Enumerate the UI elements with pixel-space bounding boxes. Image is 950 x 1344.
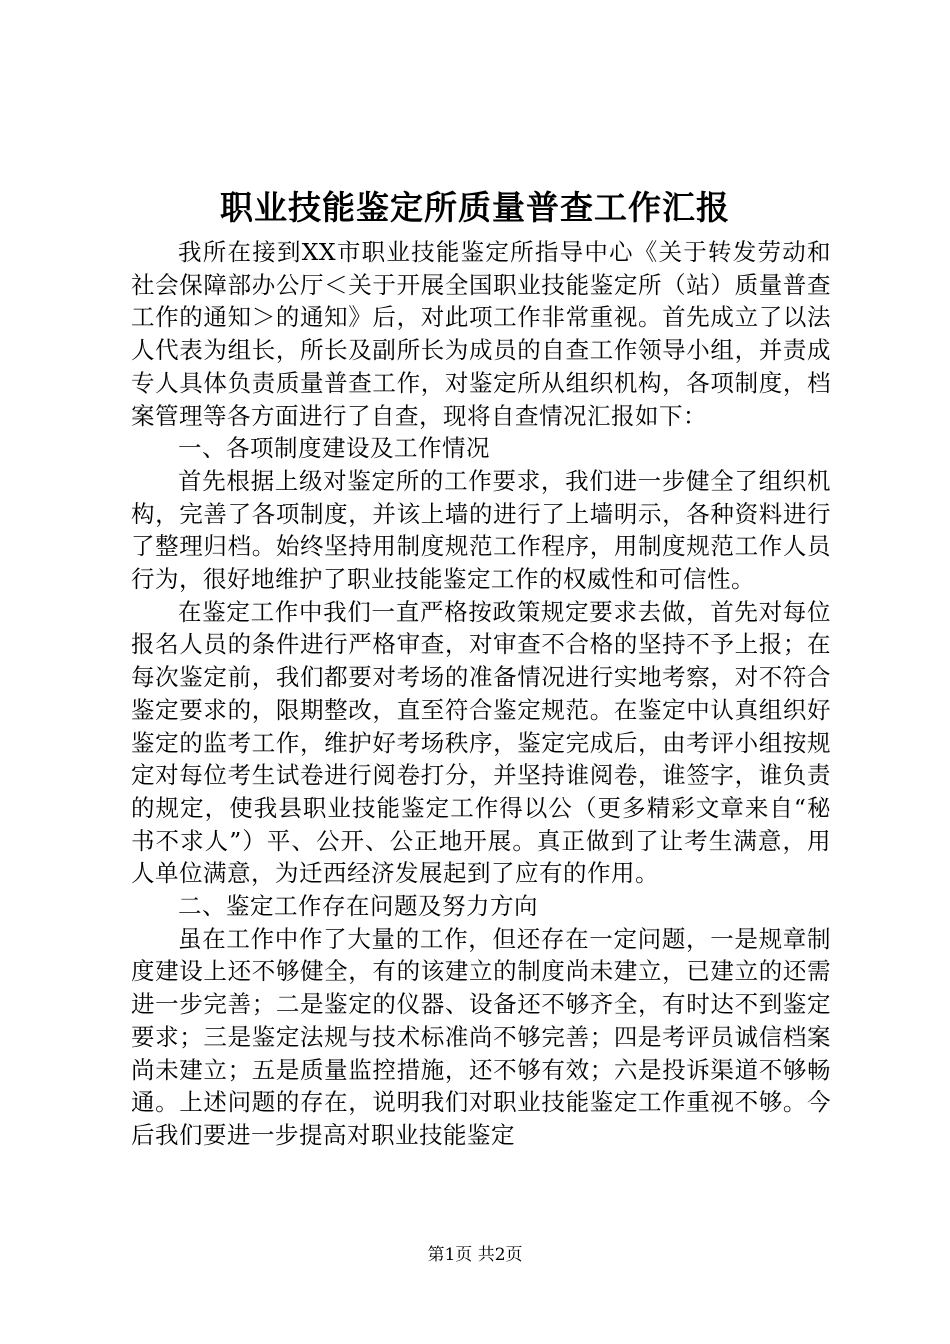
document-body <box>131 236 831 1152</box>
section-2-heading: 二、鉴定工作存在问题及努力方向 <box>178 892 538 921</box>
intro-paragraph: 我所在接到XX市职业技能鉴定所指导中心《关于转发劳动和社会保障部办公厅＜关于开展全国职业技能鉴定所（站）质量普查工作的通知＞的通知》后，对此项工作非常重视。首先成立了以法人代表为组长，所长及副所长为成员的自查工作领导小组，并责成专人具体负责质量普查工作，对鉴定所从组织机构，各项制度，档案管理等各方面进行了自查，现将自查情况汇报如下： <box>131 238 831 430</box>
section-2-paragraph-1: 虽在工作中作了大量的工作，但还存在一定问题，一是规章制度建设上还不够健全，有的该建立的制度尚未建立，已建立的还需进一步完善；二是鉴定的仪器、设备还不够齐全，有时达不到鉴定要求；三是鉴定法规与技术标准尚不够完善；四是考评员诚信档案尚未建立；五是质量监控措施，还不够有效；六是投诉渠道不够畅通。上述问题的存在，说明我们对职业技能鉴定工作重视不够。今后我们要进一步提高对职业技能鉴定 <box>131 924 831 1149</box>
page-number: 第1页 共2页 <box>427 1245 523 1265</box>
section-1-paragraph-1: 首先根据上级对鉴定所的工作要求，我们进一步健全了组织机构，完善了各项制度，并该上墙的进行了上墙明示，各种资料进行了整理归档。始终坚持用制度规范工作程序，用制度规范工作人员行为，很好地维护了职业技能鉴定工作的权威性和可信性。 <box>131 466 831 594</box>
section-1-heading: 一、各项制度建设及工作情况 <box>178 434 490 463</box>
section-1-paragraph-2: 在鉴定工作中我们一直严格按政策规定要求去做，首先对每位报名人员的条件进行严格审查，对审查不合格的坚持不予上报；在每次鉴定前，我们都要对考场的准备情况进行实地考察，对不符合鉴定要求的，限期整改，直至符合鉴定规范。在鉴定中认真组织好鉴定的监考工作，维护好考场秩序，鉴定完成后，由考评小组按规定对每位考生试卷进行阅卷打分，并坚持谁阅卷，谁签字，谁负责的规定，使我县职业技能鉴定工作得以公（更多精彩文章来自“秘书不求人”）平、公开、公正地开展。真正做到了让考生满意，用人单位满意，为迁西经济发展起到了应有的作用。 <box>131 597 831 888</box>
document-title: 职业技能鉴定所质量普查工作汇报 <box>220 188 730 227</box>
page-footer <box>0 1243 950 1267</box>
